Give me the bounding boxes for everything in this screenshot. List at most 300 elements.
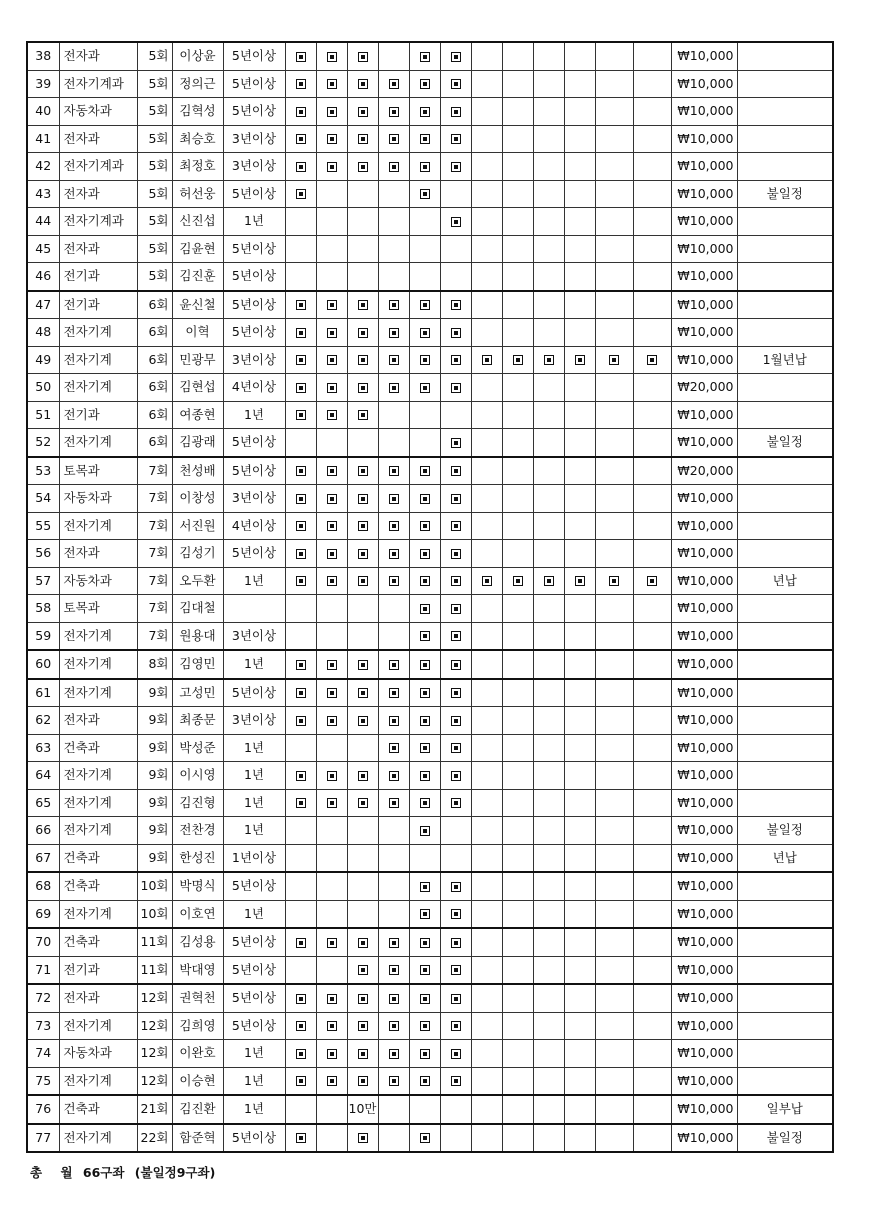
month-cell <box>595 42 633 70</box>
career-cell: 1년 <box>223 900 285 928</box>
paid-checkbox-icon <box>327 107 337 117</box>
payment-mark-cell <box>378 485 409 513</box>
paid-checkbox-icon <box>358 383 368 393</box>
paid-checkbox-icon <box>327 576 337 586</box>
paid-checkbox-icon <box>451 79 461 89</box>
paid-checkbox-icon <box>296 798 306 808</box>
career-cell: 5년이상 <box>223 872 285 900</box>
paid-checkbox-icon <box>451 217 461 227</box>
paid-checkbox-icon <box>327 938 337 948</box>
payment-mark-cell <box>440 540 471 568</box>
fee-cell: ₩10,000 <box>671 817 737 845</box>
member-name-cell: 한성진 <box>172 844 223 872</box>
paid-checkbox-icon <box>358 162 368 172</box>
month-cell <box>595 679 633 707</box>
month-cell <box>378 872 409 900</box>
month-cell <box>471 762 502 790</box>
payment-mark-cell <box>347 42 378 70</box>
class-cell: 6회 <box>137 319 172 347</box>
row-number: 40 <box>27 98 59 126</box>
month-cell <box>533 208 564 236</box>
payment-mark-cell <box>409 900 440 928</box>
month-cell <box>595 900 633 928</box>
month-cell <box>533 180 564 208</box>
payment-mark-cell <box>409 319 440 347</box>
member-name-cell: 김윤현 <box>172 235 223 263</box>
department-cell: 자동차과 <box>59 98 137 126</box>
class-cell: 9회 <box>137 844 172 872</box>
month-cell <box>533 457 564 485</box>
career-cell: 5년이상 <box>223 70 285 98</box>
paid-checkbox-icon <box>420 134 430 144</box>
month-cell <box>502 512 533 540</box>
paid-checkbox-icon <box>451 631 461 641</box>
month-cell <box>564 208 595 236</box>
fee-cell: ₩10,000 <box>671 762 737 790</box>
payment-mark-cell <box>409 512 440 540</box>
paid-checkbox-icon <box>647 576 657 586</box>
paid-checkbox-icon <box>451 466 461 476</box>
payment-mark-cell <box>285 401 316 429</box>
paid-checkbox-icon <box>420 576 430 586</box>
row-number: 77 <box>27 1124 59 1153</box>
note-cell <box>737 872 833 900</box>
payment-mark-cell <box>285 98 316 126</box>
payment-mark-cell <box>440 956 471 984</box>
row-number: 51 <box>27 401 59 429</box>
payment-mark-cell <box>409 346 440 374</box>
payment-mark-cell <box>316 401 347 429</box>
month-cell <box>564 707 595 735</box>
month-cell <box>633 401 671 429</box>
payment-mark-cell <box>285 457 316 485</box>
row-number: 48 <box>27 319 59 347</box>
paid-checkbox-icon <box>358 771 368 781</box>
month-cell <box>471 235 502 263</box>
note-cell <box>737 1040 833 1068</box>
fee-cell: ₩10,000 <box>671 567 737 595</box>
month-cell <box>533 263 564 291</box>
note-cell <box>737 956 833 984</box>
class-cell: 12회 <box>137 984 172 1012</box>
payment-mark-cell <box>316 789 347 817</box>
month-cell: 10만 <box>347 1095 378 1124</box>
month-cell <box>409 208 440 236</box>
month-cell <box>633 1124 671 1153</box>
paid-checkbox-icon <box>420 549 430 559</box>
paid-checkbox-icon <box>451 328 461 338</box>
month-cell <box>564 70 595 98</box>
payment-mark-cell <box>595 567 633 595</box>
note-cell <box>737 263 833 291</box>
class-cell: 5회 <box>137 70 172 98</box>
paid-checkbox-icon <box>420 1076 430 1086</box>
fee-cell: ₩10,000 <box>671 900 737 928</box>
payment-mark-cell <box>347 346 378 374</box>
payment-mark-cell <box>285 485 316 513</box>
class-cell: 5회 <box>137 235 172 263</box>
row-number: 42 <box>27 153 59 181</box>
payment-mark-cell <box>440 707 471 735</box>
paid-checkbox-icon <box>327 994 337 1004</box>
paid-checkbox-icon <box>609 355 619 365</box>
payment-mark-cell <box>440 595 471 623</box>
month-cell <box>409 429 440 457</box>
payment-mark-cell <box>285 1124 316 1153</box>
note-cell <box>737 125 833 153</box>
month-cell <box>564 789 595 817</box>
class-cell: 9회 <box>137 707 172 735</box>
department-cell: 자동차과 <box>59 567 137 595</box>
career-cell: 4년이상 <box>223 374 285 402</box>
table-row <box>27 622 833 650</box>
table-row <box>27 844 833 872</box>
month-cell <box>633 984 671 1012</box>
month-cell <box>633 595 671 623</box>
career-cell: 1년 <box>223 1040 285 1068</box>
month-cell <box>285 900 316 928</box>
payment-mark-cell <box>347 707 378 735</box>
payment-mark-cell <box>378 1067 409 1095</box>
month-cell <box>595 1124 633 1153</box>
class-cell: 5회 <box>137 98 172 126</box>
member-name-cell: 여종현 <box>172 401 223 429</box>
payment-mark-cell <box>440 789 471 817</box>
month-cell <box>378 235 409 263</box>
month-cell <box>595 153 633 181</box>
month-cell <box>595 485 633 513</box>
fee-cell: ₩10,000 <box>671 42 737 70</box>
month-cell <box>533 485 564 513</box>
career-cell: 5년이상 <box>223 319 285 347</box>
row-number: 67 <box>27 844 59 872</box>
month-cell <box>471 844 502 872</box>
payment-mark-cell <box>347 540 378 568</box>
fee-cell: ₩10,000 <box>671 707 737 735</box>
month-cell <box>502 429 533 457</box>
month-cell <box>285 817 316 845</box>
paid-checkbox-icon <box>451 549 461 559</box>
paid-checkbox-icon <box>451 716 461 726</box>
month-cell <box>471 1124 502 1153</box>
paid-checkbox-icon <box>420 826 430 836</box>
payment-mark-cell <box>316 153 347 181</box>
payment-mark-cell <box>440 208 471 236</box>
paid-checkbox-icon <box>420 909 430 919</box>
class-cell: 8회 <box>137 650 172 679</box>
payment-mark-cell <box>378 153 409 181</box>
payment-mark-cell <box>378 70 409 98</box>
fee-cell: ₩10,000 <box>671 512 737 540</box>
month-cell <box>533 844 564 872</box>
payment-mark-cell <box>409 1012 440 1040</box>
month-cell <box>471 263 502 291</box>
month-cell <box>440 1095 471 1124</box>
paid-checkbox-icon <box>420 716 430 726</box>
row-number: 62 <box>27 707 59 735</box>
month-cell <box>409 401 440 429</box>
note-cell <box>737 401 833 429</box>
table-row <box>27 235 833 263</box>
career-cell: 1년 <box>223 762 285 790</box>
paid-checkbox-icon <box>389 576 399 586</box>
paid-checkbox-icon <box>327 688 337 698</box>
month-cell <box>471 789 502 817</box>
paid-checkbox-icon <box>420 771 430 781</box>
payment-mark-cell <box>440 984 471 1012</box>
month-cell <box>533 928 564 956</box>
month-cell <box>502 595 533 623</box>
payment-mark-cell <box>316 679 347 707</box>
paid-checkbox-icon <box>327 355 337 365</box>
career-cell: 1년이상 <box>223 844 285 872</box>
paid-checkbox-icon <box>451 1049 461 1059</box>
month-cell <box>564 1012 595 1040</box>
paid-checkbox-icon <box>327 300 337 310</box>
month-cell <box>595 1040 633 1068</box>
month-cell <box>316 208 347 236</box>
payment-mark-cell <box>316 291 347 319</box>
note-cell <box>737 485 833 513</box>
payment-mark-cell <box>347 650 378 679</box>
paid-checkbox-icon <box>389 162 399 172</box>
paid-checkbox-icon <box>358 660 368 670</box>
paid-checkbox-icon <box>389 134 399 144</box>
department-cell: 전자과 <box>59 180 137 208</box>
payment-mark-cell <box>378 650 409 679</box>
paid-checkbox-icon <box>389 938 399 948</box>
paid-checkbox-icon <box>296 189 306 199</box>
department-cell: 전자과 <box>59 42 137 70</box>
month-cell <box>471 707 502 735</box>
table-row <box>27 429 833 457</box>
career-cell: 3년이상 <box>223 153 285 181</box>
month-cell <box>440 401 471 429</box>
payment-mark-cell <box>316 512 347 540</box>
class-cell: 6회 <box>137 291 172 319</box>
paid-checkbox-icon <box>296 52 306 62</box>
month-cell <box>564 125 595 153</box>
month-cell <box>316 180 347 208</box>
class-cell: 6회 <box>137 346 172 374</box>
month-cell <box>633 928 671 956</box>
payment-mark-cell <box>347 512 378 540</box>
month-cell <box>633 734 671 762</box>
paid-checkbox-icon <box>420 994 430 1004</box>
payment-mark-cell <box>409 984 440 1012</box>
paid-checkbox-icon <box>389 328 399 338</box>
note-cell <box>737 1067 833 1095</box>
month-cell <box>347 235 378 263</box>
class-cell: 5회 <box>137 180 172 208</box>
career-cell: 4년이상 <box>223 512 285 540</box>
member-name-cell: 김진형 <box>172 789 223 817</box>
payment-mark-cell <box>316 650 347 679</box>
month-cell <box>564 291 595 319</box>
payment-mark-cell <box>285 1067 316 1095</box>
table-row <box>27 900 833 928</box>
payment-mark-cell <box>285 42 316 70</box>
month-cell <box>633 263 671 291</box>
member-name-cell: 김성용 <box>172 928 223 956</box>
month-cell <box>533 1040 564 1068</box>
paid-checkbox-icon <box>544 355 554 365</box>
member-name-cell: 김혁성 <box>172 98 223 126</box>
class-cell: 9회 <box>137 817 172 845</box>
paid-checkbox-icon <box>296 355 306 365</box>
payment-mark-cell <box>409 485 440 513</box>
paid-checkbox-icon <box>327 466 337 476</box>
department-cell: 전자기계 <box>59 1067 137 1095</box>
payment-mark-cell <box>378 762 409 790</box>
member-name-cell: 박대영 <box>172 956 223 984</box>
career-cell: 1년 <box>223 734 285 762</box>
department-cell: 건축과 <box>59 928 137 956</box>
month-cell <box>502 42 533 70</box>
paid-checkbox-icon <box>327 1049 337 1059</box>
member-name-cell: 이시영 <box>172 762 223 790</box>
row-number: 70 <box>27 928 59 956</box>
payment-mark-cell <box>378 734 409 762</box>
department-cell: 전기과 <box>59 956 137 984</box>
career-cell: 5년이상 <box>223 679 285 707</box>
payment-mark-cell <box>316 125 347 153</box>
table-row <box>27 956 833 984</box>
month-cell <box>564 844 595 872</box>
month-cell <box>595 291 633 319</box>
payment-mark-cell <box>316 42 347 70</box>
payment-mark-cell <box>285 346 316 374</box>
member-name-cell: 김성기 <box>172 540 223 568</box>
career-cell: 1년 <box>223 789 285 817</box>
month-cell <box>471 208 502 236</box>
career-cell: 5년이상 <box>223 1012 285 1040</box>
career-cell: 5년이상 <box>223 180 285 208</box>
month-cell <box>533 900 564 928</box>
paid-checkbox-icon <box>358 466 368 476</box>
payment-mark-cell <box>347 1040 378 1068</box>
payment-mark-cell <box>285 180 316 208</box>
note-cell: 일부납 <box>737 1095 833 1124</box>
month-cell <box>595 125 633 153</box>
payment-mark-cell <box>316 984 347 1012</box>
month-cell <box>502 707 533 735</box>
month-cell <box>564 457 595 485</box>
month-cell <box>471 180 502 208</box>
department-cell: 전기과 <box>59 401 137 429</box>
payment-mark-cell <box>347 153 378 181</box>
department-cell: 전자과 <box>59 707 137 735</box>
fee-cell: ₩10,000 <box>671 984 737 1012</box>
month-cell <box>595 457 633 485</box>
table-row <box>27 1095 833 1124</box>
career-cell: 3년이상 <box>223 125 285 153</box>
payment-mark-cell <box>440 1067 471 1095</box>
payment-mark-cell <box>409 374 440 402</box>
paid-checkbox-icon <box>296 1076 306 1086</box>
paid-checkbox-icon <box>451 994 461 1004</box>
month-cell <box>471 650 502 679</box>
payment-mark-cell <box>378 125 409 153</box>
paid-checkbox-icon <box>451 355 461 365</box>
month-cell <box>502 319 533 347</box>
payment-mark-cell <box>409 42 440 70</box>
month-cell <box>502 679 533 707</box>
class-cell: 11회 <box>137 928 172 956</box>
month-cell <box>440 1124 471 1153</box>
month-cell <box>378 208 409 236</box>
month-cell <box>316 595 347 623</box>
payment-mark-cell <box>378 346 409 374</box>
paid-checkbox-icon <box>389 1021 399 1031</box>
paid-checkbox-icon <box>358 798 368 808</box>
month-cell <box>633 540 671 568</box>
month-cell <box>595 817 633 845</box>
month-cell <box>633 125 671 153</box>
month-cell <box>595 707 633 735</box>
summary-count: 66구좌 <box>82 1165 125 1180</box>
department-cell: 전자기계 <box>59 900 137 928</box>
month-cell <box>595 1067 633 1095</box>
month-cell <box>533 762 564 790</box>
paid-checkbox-icon <box>420 107 430 117</box>
payment-mark-cell <box>316 762 347 790</box>
month-cell <box>564 319 595 347</box>
paid-checkbox-icon <box>327 549 337 559</box>
row-number: 56 <box>27 540 59 568</box>
month-cell <box>564 595 595 623</box>
month-cell <box>440 180 471 208</box>
month-cell <box>533 707 564 735</box>
month-cell <box>285 734 316 762</box>
career-cell: 5년이상 <box>223 42 285 70</box>
table-row <box>27 595 833 623</box>
month-cell <box>633 622 671 650</box>
paid-checkbox-icon <box>420 300 430 310</box>
month-cell <box>564 42 595 70</box>
paid-checkbox-icon <box>389 965 399 975</box>
note-cell <box>737 595 833 623</box>
paid-checkbox-icon <box>358 938 368 948</box>
paid-checkbox-icon <box>513 355 523 365</box>
payment-mark-cell <box>378 291 409 319</box>
month-cell <box>564 734 595 762</box>
month-cell <box>502 789 533 817</box>
row-number: 38 <box>27 42 59 70</box>
month-cell <box>471 1012 502 1040</box>
table-row <box>27 125 833 153</box>
paid-checkbox-icon <box>482 355 492 365</box>
month-cell <box>595 512 633 540</box>
fee-cell: ₩10,000 <box>671 98 737 126</box>
department-cell: 전자기계 <box>59 1012 137 1040</box>
row-number: 66 <box>27 817 59 845</box>
payment-mark-cell <box>440 928 471 956</box>
payment-mark-cell <box>347 1012 378 1040</box>
paid-checkbox-icon <box>358 1021 368 1031</box>
payment-mark-cell <box>409 291 440 319</box>
department-cell: 전자기계 <box>59 512 137 540</box>
payment-mark-cell <box>347 567 378 595</box>
month-cell <box>471 291 502 319</box>
fee-cell: ₩10,000 <box>671 180 737 208</box>
payment-mark-cell <box>285 1012 316 1040</box>
department-cell: 전기과 <box>59 263 137 291</box>
department-cell: 전자기계 <box>59 789 137 817</box>
row-number: 58 <box>27 595 59 623</box>
paid-checkbox-icon <box>544 576 554 586</box>
month-cell <box>633 707 671 735</box>
